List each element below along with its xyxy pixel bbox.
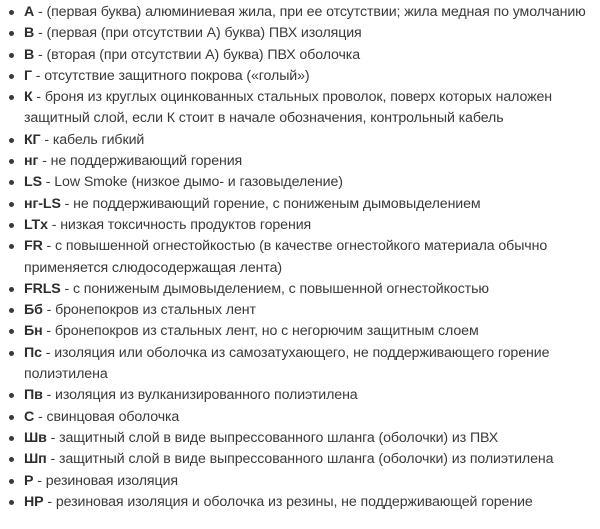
item-description: свинцовая оболочка [46,408,180,425]
list-item [0,449,600,470]
item-description: низкая токсичность продуктов горения [60,216,312,233]
item-description: изоляция или оболочка из самозатухающего, не поддерживающего горение полиэтилена [24,344,550,383]
item-description: (вторая (при отсутствии А) буква) ПВХ оболочка [46,46,361,63]
item-separator: - [41,174,55,191]
list-item [0,492,600,513]
item-description: бронепокров из стальных лент, но с негорючим защитным слоем [54,323,479,340]
bullet-icon [9,415,14,420]
item-separator: - [34,4,47,20]
item-description: (первая буква) алюминиевая жила, при ее отсутствии; жила медная по умолчанию [46,4,586,20]
item-separator: - [42,387,56,404]
item-description: не поддерживающий горение, с пониженым дымовыделением [73,195,481,212]
item-separator: - [43,493,56,510]
item-term: В [24,25,35,42]
item-term: Шп [24,451,47,468]
item-term: Г [24,67,32,84]
item-separator: - [32,89,45,106]
list-item [0,279,600,300]
item-separator: - [33,472,46,489]
item-separator: - [31,67,45,84]
list-item [0,428,600,449]
item-description: отсутствие защитного покрова («голый») [44,67,310,84]
list-item [0,407,600,428]
item-separator: - [42,238,56,255]
item-separator: - [42,323,55,340]
item-description: бронепокров из стальных лент [55,302,256,319]
bullet-icon [9,457,14,462]
item-term: НР [24,493,44,510]
item-term: нг [24,153,39,170]
item-description: броня из круглых оцинкованных стальных проволок, поверх которых наложен защитный слой, если К стоит в начале обозначения, контрольный кабель [24,89,553,127]
list-item [0,45,600,66]
item-description: Low Smoke (низкое дымо- и газовыделение) [54,174,343,191]
item-term: Пв [24,387,43,404]
list-item [0,130,600,151]
item-term: Шв [24,429,47,446]
list-item [0,66,600,87]
item-term: Пс [24,344,42,361]
bullet-icon [9,223,14,228]
item-term: С [24,408,35,425]
item-separator: - [41,344,55,361]
list-item [0,236,600,279]
item-separator: - [40,131,53,148]
item-term: Бн [24,323,43,340]
item-description: (первая (при отсутствии А) буква) ПВХ изоляция [46,25,362,42]
item-separator: - [38,153,51,170]
list-item [0,194,600,215]
bullet-icon [9,159,14,164]
item-term: LS [24,174,42,191]
item-description: защитный слой в виде выпрессованного шланга (оболочки) из полиэтилена [58,451,554,468]
list-item [0,471,600,492]
list-item [0,385,600,406]
bullet-icon [9,138,14,143]
bullet-icon [9,31,14,36]
bullet-icon [9,500,14,505]
cable-marking-legend-list [0,2,600,513]
list-item [0,87,600,130]
list-item [0,172,600,193]
item-description: изоляция из вулканизированного полиэтилена [55,387,358,404]
list-item [0,23,600,44]
item-term: В [24,46,35,63]
bullet-icon [9,393,14,398]
bullet-icon [9,53,14,58]
list-item [0,151,600,172]
item-term: КГ [24,131,41,148]
item-term: LTx [24,216,48,233]
item-separator: - [34,25,47,42]
item-separator: - [34,408,47,425]
bullet-icon [9,329,14,334]
item-separator: - [46,429,60,446]
bullet-icon [9,180,14,185]
item-description: резиновая изоляция [45,472,178,489]
bullet-icon [9,10,14,15]
bullet-icon [9,436,14,441]
item-description: кабель гибкий [52,131,145,148]
item-description: не поддерживающий горения [50,153,243,170]
item-term: Р [24,472,34,489]
item-separator: - [60,195,74,212]
bullet-icon [9,95,14,100]
bullet-icon [9,244,14,249]
bullet-icon [9,308,14,313]
item-separator: - [47,216,61,233]
item-term: А [24,4,35,20]
item-separator: - [34,46,47,63]
list-item [0,321,600,342]
list-item [0,2,600,23]
item-term: К [24,89,33,106]
item-description: резиновая изоляция и оболочка из резины, не поддерживающей горение [55,493,533,510]
item-term: Бб [24,302,43,319]
item-description: защитный слой в виде выпрессованного шланга (оболочки) из ПВХ [59,429,499,446]
item-separator: - [42,302,56,319]
item-term: FRLS [24,280,61,297]
bullet-icon [9,74,14,79]
item-description: с повышенной огнестойкостью (в качестве огнестойкого материала обычно применяется слюдосодержащая лента) [24,238,548,276]
item-separator: - [60,280,73,297]
bullet-icon [9,479,14,484]
bullet-icon [9,202,14,207]
item-description: с пониженым дымовыделением, с повышенной огнестойкостью [72,280,489,297]
item-term: FR [24,238,43,255]
list-item [0,215,600,236]
bullet-icon [9,351,14,356]
list-item [0,343,600,386]
list-item [0,300,600,321]
item-separator: - [46,451,59,468]
item-term: нг-LS [24,195,61,212]
bullet-icon [9,287,14,292]
